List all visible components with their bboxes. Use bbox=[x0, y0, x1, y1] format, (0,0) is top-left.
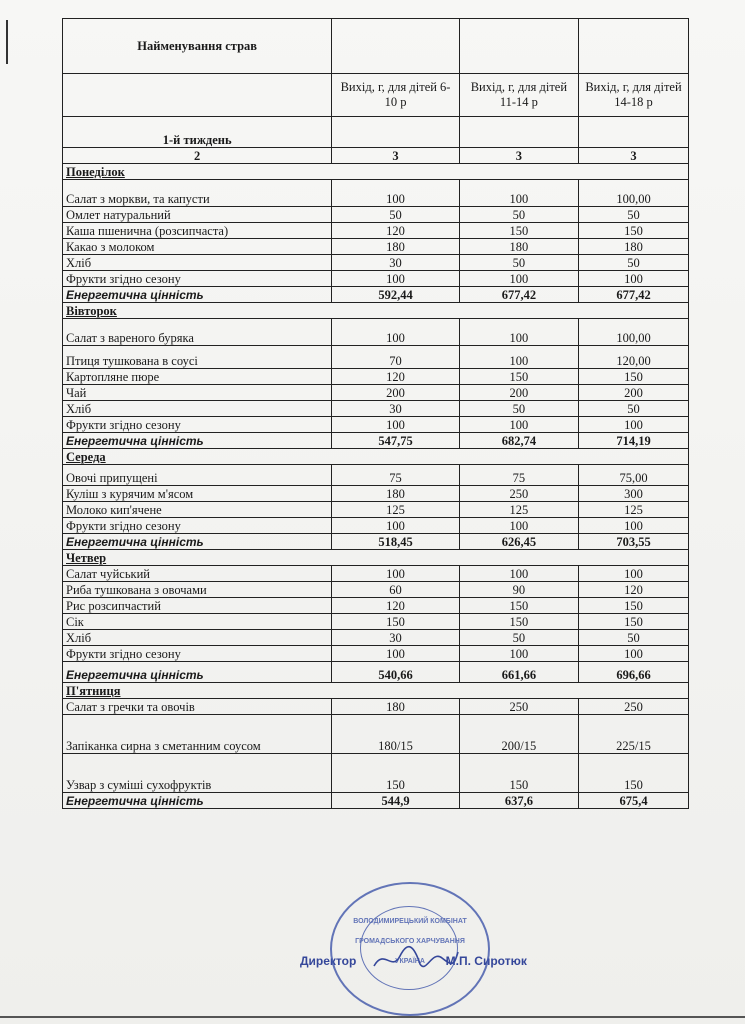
yield-11-14-header: Вихід, г, для дітей 11-14 р bbox=[459, 74, 578, 117]
dish-name: Хліб bbox=[63, 401, 332, 417]
column-numbers-row bbox=[63, 148, 689, 164]
dish-row bbox=[63, 566, 689, 582]
col-number: 3 bbox=[459, 148, 578, 164]
yield-11-14: 150 bbox=[459, 369, 578, 385]
yield-6-10: 100 bbox=[332, 319, 459, 346]
header-columns-row bbox=[63, 74, 689, 117]
yield-11-14: 150 bbox=[459, 614, 578, 630]
yield-11-14: 50 bbox=[459, 401, 578, 417]
yield-11-14: 180 bbox=[459, 239, 578, 255]
yield-14-18: 100 bbox=[579, 271, 689, 287]
dish-row bbox=[63, 319, 689, 346]
energy-11-14: 661,66 bbox=[459, 662, 578, 683]
yield-6-10: 70 bbox=[332, 346, 459, 369]
day-heading: Понеділок bbox=[63, 164, 689, 180]
col-number: 3 bbox=[332, 148, 459, 164]
yield-14-18: 100 bbox=[579, 646, 689, 662]
dish-row bbox=[63, 582, 689, 598]
energy-14-18: 703,55 bbox=[579, 534, 689, 550]
yield-6-10: 30 bbox=[332, 401, 459, 417]
director-role: Директор bbox=[300, 954, 357, 968]
dish-name: Чай bbox=[63, 385, 332, 401]
energy-6-10: 592,44 bbox=[332, 287, 459, 303]
dish-row bbox=[63, 369, 689, 385]
yield-6-10: 50 bbox=[332, 207, 459, 223]
dish-name: Фрукти згідно сезону bbox=[63, 646, 332, 662]
yield-14-18: 50 bbox=[579, 207, 689, 223]
energy-11-14: 626,45 bbox=[459, 534, 578, 550]
dish-row bbox=[63, 223, 689, 239]
yield-6-10: 100 bbox=[332, 646, 459, 662]
yield-6-10: 100 bbox=[332, 271, 459, 287]
yield-6-10: 100 bbox=[332, 518, 459, 534]
yield-6-10: 180 bbox=[332, 239, 459, 255]
dish-row bbox=[63, 255, 689, 271]
yield-11-14: 100 bbox=[459, 417, 578, 433]
yield-11-14: 125 bbox=[459, 502, 578, 518]
yield-11-14: 50 bbox=[459, 255, 578, 271]
dish-name: Фрукти згідно сезону bbox=[63, 417, 332, 433]
energy-14-18: 675,4 bbox=[579, 793, 689, 809]
col-number: 3 bbox=[579, 148, 689, 164]
yield-6-10: 30 bbox=[332, 255, 459, 271]
day-heading-row bbox=[63, 550, 689, 566]
yield-6-10: 120 bbox=[332, 369, 459, 385]
yield-6-10: 100 bbox=[332, 566, 459, 582]
week-row bbox=[63, 117, 689, 148]
week-label: 1-й тиждень bbox=[63, 117, 332, 148]
yield-14-18: 50 bbox=[579, 401, 689, 417]
dish-row bbox=[63, 465, 689, 486]
dish-name: Хліб bbox=[63, 630, 332, 646]
yield-14-18: 50 bbox=[579, 630, 689, 646]
yield-11-14: 150 bbox=[459, 223, 578, 239]
yield-14-18: 100 bbox=[579, 566, 689, 582]
yield-14-18: 180 bbox=[579, 239, 689, 255]
dish-name: Молоко кип'ячене bbox=[63, 502, 332, 518]
dish-row bbox=[63, 271, 689, 287]
header-title-row bbox=[63, 19, 689, 74]
energy-row bbox=[63, 662, 689, 683]
dish-name: Картопляне пюре bbox=[63, 369, 332, 385]
yield-14-18: 150 bbox=[579, 369, 689, 385]
yield-6-10: 180/15 bbox=[332, 715, 459, 754]
yield-14-18: 120,00 bbox=[579, 346, 689, 369]
yield-6-10: 180 bbox=[332, 486, 459, 502]
yield-14-18-header: Вихід, г, для дітей 14-18 р bbox=[579, 74, 689, 117]
day-heading-row bbox=[63, 449, 689, 465]
energy-6-10: 544,9 bbox=[332, 793, 459, 809]
yield-11-14: 50 bbox=[459, 207, 578, 223]
yield-6-10: 100 bbox=[332, 417, 459, 433]
yield-11-14: 200/15 bbox=[459, 715, 578, 754]
dish-name: Каша пшенична (розсипчаста) bbox=[63, 223, 332, 239]
energy-label: Енергетична цінність bbox=[63, 534, 332, 550]
yield-14-18: 100 bbox=[579, 417, 689, 433]
yield-14-18: 300 bbox=[579, 486, 689, 502]
dish-row bbox=[63, 518, 689, 534]
official-stamp bbox=[330, 882, 490, 1016]
yield-11-14: 100 bbox=[459, 319, 578, 346]
day-heading: П'ятниця bbox=[63, 683, 689, 699]
scan-artifact-line bbox=[6, 20, 8, 64]
dish-name: Запіканка сирна з сметанним соусом bbox=[63, 715, 332, 754]
dish-name: Омлет натуральний bbox=[63, 207, 332, 223]
dish-name: Салат чуйський bbox=[63, 566, 332, 582]
dish-row bbox=[63, 486, 689, 502]
dish-row bbox=[63, 346, 689, 369]
dish-row bbox=[63, 699, 689, 715]
yield-6-10: 120 bbox=[332, 223, 459, 239]
yield-6-10: 120 bbox=[332, 598, 459, 614]
yield-6-10: 60 bbox=[332, 582, 459, 598]
dish-name: Фрукти згідно сезону bbox=[63, 271, 332, 287]
energy-14-18: 696,66 bbox=[579, 662, 689, 683]
dish-name: Овочі припущені bbox=[63, 465, 332, 486]
yield-6-10: 100 bbox=[332, 180, 459, 207]
dish-name: Сік bbox=[63, 614, 332, 630]
dish-row bbox=[63, 614, 689, 630]
yield-11-14: 250 bbox=[459, 486, 578, 502]
energy-6-10: 518,45 bbox=[332, 534, 459, 550]
dish-name: Салат з гречки та овочів bbox=[63, 699, 332, 715]
yield-14-18: 125 bbox=[579, 502, 689, 518]
energy-11-14: 637,6 bbox=[459, 793, 578, 809]
yield-6-10: 180 bbox=[332, 699, 459, 715]
yield-14-18: 50 bbox=[579, 255, 689, 271]
dish-row bbox=[63, 417, 689, 433]
dish-name: Какао з молоком bbox=[63, 239, 332, 255]
yield-6-10: 75 bbox=[332, 465, 459, 486]
page-bottom-edge bbox=[0, 1016, 745, 1018]
dish-row bbox=[63, 401, 689, 417]
yield-6-10: 150 bbox=[332, 614, 459, 630]
yield-14-18: 150 bbox=[579, 598, 689, 614]
dish-row bbox=[63, 207, 689, 223]
yield-11-14: 100 bbox=[459, 271, 578, 287]
day-heading-row bbox=[63, 164, 689, 180]
dish-row bbox=[63, 715, 689, 754]
energy-row bbox=[63, 534, 689, 550]
dish-name: Салат з вареного буряка bbox=[63, 319, 332, 346]
dish-name: Хліб bbox=[63, 255, 332, 271]
yield-14-18: 100,00 bbox=[579, 180, 689, 207]
dish-name: Риба тушкована з овочами bbox=[63, 582, 332, 598]
energy-14-18: 714,19 bbox=[579, 433, 689, 449]
yield-6-10: 125 bbox=[332, 502, 459, 518]
energy-11-14: 677,42 bbox=[459, 287, 578, 303]
dish-row bbox=[63, 754, 689, 793]
yield-6-10: 30 bbox=[332, 630, 459, 646]
dish-row bbox=[63, 502, 689, 518]
yield-11-14: 150 bbox=[459, 754, 578, 793]
yield-14-18: 120 bbox=[579, 582, 689, 598]
yield-6-10: 200 bbox=[332, 385, 459, 401]
day-heading-row bbox=[63, 683, 689, 699]
day-heading-row bbox=[63, 303, 689, 319]
dish-name-header: Найменування страв bbox=[63, 19, 332, 74]
yield-14-18: 150 bbox=[579, 614, 689, 630]
yield-14-18: 200 bbox=[579, 385, 689, 401]
yield-11-14: 200 bbox=[459, 385, 578, 401]
day-heading: Четвер bbox=[63, 550, 689, 566]
energy-row bbox=[63, 793, 689, 809]
dish-row bbox=[63, 385, 689, 401]
dish-name: Куліш з курячим м'ясом bbox=[63, 486, 332, 502]
director-name: М.П. Сиротюк bbox=[445, 954, 527, 968]
yield-14-18: 225/15 bbox=[579, 715, 689, 754]
energy-14-18: 677,42 bbox=[579, 287, 689, 303]
dish-name: Птиця тушкована в соусі bbox=[63, 346, 332, 369]
stamp-text-middle: ГРОМАДСЬКОГО ХАРЧУВАННЯ bbox=[355, 938, 465, 945]
yield-14-18: 75,00 bbox=[579, 465, 689, 486]
yield-14-18: 100 bbox=[579, 518, 689, 534]
dish-name: Салат з моркви, та капусти bbox=[63, 180, 332, 207]
stamp-text-bottom: УКРАЇНА bbox=[395, 958, 425, 965]
yield-11-14: 100 bbox=[459, 646, 578, 662]
day-heading: Середа bbox=[63, 449, 689, 465]
menu-table bbox=[62, 18, 689, 809]
energy-label: Енергетична цінність bbox=[63, 433, 332, 449]
energy-row bbox=[63, 287, 689, 303]
yield-11-14: 100 bbox=[459, 566, 578, 582]
yield-11-14: 75 bbox=[459, 465, 578, 486]
dish-row bbox=[63, 598, 689, 614]
energy-row bbox=[63, 433, 689, 449]
yield-14-18: 100,00 bbox=[579, 319, 689, 346]
yield-14-18: 250 bbox=[579, 699, 689, 715]
stamp-text-top: ВОЛОДИМИРЕЦЬКИЙ КОМБІНАТ bbox=[353, 918, 467, 925]
dish-row bbox=[63, 630, 689, 646]
energy-label: Енергетична цінність bbox=[63, 287, 332, 303]
dish-name: Рис розсипчастий bbox=[63, 598, 332, 614]
energy-11-14: 682,74 bbox=[459, 433, 578, 449]
dish-row bbox=[63, 646, 689, 662]
energy-6-10: 540,66 bbox=[332, 662, 459, 683]
yield-6-10: 150 bbox=[332, 754, 459, 793]
yield-14-18: 150 bbox=[579, 754, 689, 793]
yield-14-18: 150 bbox=[579, 223, 689, 239]
dish-name: Фрукти згідно сезону bbox=[63, 518, 332, 534]
day-heading: Вівторок bbox=[63, 303, 689, 319]
yield-11-14: 100 bbox=[459, 346, 578, 369]
yield-11-14: 50 bbox=[459, 630, 578, 646]
yield-11-14: 100 bbox=[459, 180, 578, 207]
energy-6-10: 547,75 bbox=[332, 433, 459, 449]
dish-name: Узвар з суміші сухофруктів bbox=[63, 754, 332, 793]
yield-11-14: 100 bbox=[459, 518, 578, 534]
energy-label: Енергетична цінність bbox=[63, 662, 332, 683]
dish-row bbox=[63, 239, 689, 255]
energy-label: Енергетична цінність bbox=[63, 793, 332, 809]
yield-11-14: 150 bbox=[459, 598, 578, 614]
yield-11-14: 250 bbox=[459, 699, 578, 715]
dish-row bbox=[63, 180, 689, 207]
yield-11-14: 90 bbox=[459, 582, 578, 598]
col-number: 2 bbox=[63, 148, 332, 164]
yield-6-10-header: Вихід, г, для дітей 6-10 р bbox=[332, 74, 459, 117]
